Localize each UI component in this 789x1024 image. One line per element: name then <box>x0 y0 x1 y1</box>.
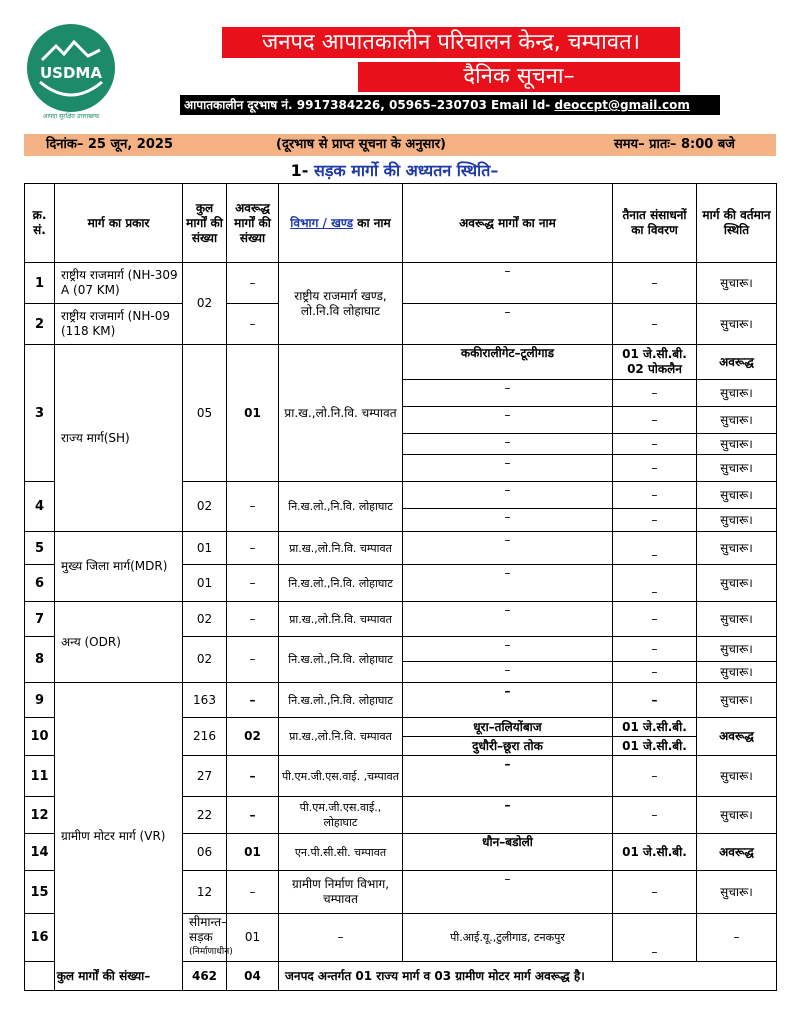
logo-tagline: आपदा सुरक्षित उत्तराखण्ड <box>42 113 100 120</box>
name-cell: ककीरालीगेट–टूलीगाड <box>403 345 613 380</box>
res-cell: – <box>613 482 697 509</box>
name-cell: – <box>403 482 613 509</box>
status-cell: सुचारू। <box>697 871 777 914</box>
status-cell: अवरूद्ध <box>697 718 777 756</box>
dept-cell: पी.आई.यू.,टुलीगाड, टनकपुर <box>403 914 613 962</box>
res-cell: – <box>613 756 697 797</box>
sno-cell: 14 <box>25 834 55 871</box>
blocked-cell: – <box>227 637 279 683</box>
status-cell: सुचारू। <box>697 565 777 602</box>
name-cell: धौन–बडोली <box>403 834 613 871</box>
type-cell: राष्ट्रीय राजमार्ग (NH-09 (118 KM) <box>55 304 183 345</box>
res-cell: – <box>613 662 697 683</box>
sno-cell: 6 <box>25 565 55 602</box>
name-cell: – <box>403 756 613 797</box>
header-type: मार्ग का प्रकार <box>55 184 183 263</box>
res-cell: 01 जे.सी.बी. 02 पोकलैन <box>613 345 697 380</box>
header-title: जनपद आपातकालीन परिचालन केन्द्र, चम्पावत। <box>222 27 680 58</box>
status-cell: सुचारू। <box>697 434 777 455</box>
dept-cell: प्रा.ख.,लो.नि.वि. चम्पावत <box>279 602 403 637</box>
name-cell: – <box>403 871 613 914</box>
blocked-cell: 01 <box>227 345 279 482</box>
status-cell: अवरूद्ध <box>697 834 777 871</box>
blocked-cell: – <box>227 304 279 345</box>
status-cell: सुचारू। <box>697 756 777 797</box>
total-cell: 02 <box>183 263 227 345</box>
total-blocked: 04 <box>227 962 279 991</box>
name-cell: – <box>403 263 613 304</box>
status-cell: सुचारू। <box>697 683 777 718</box>
header-dept-link: विभाग / खण्ड <box>290 215 354 230</box>
res-cell: – <box>613 871 697 914</box>
res-cell: – <box>613 380 697 407</box>
status-cell: सुचारू। <box>697 602 777 637</box>
blocked-cell: – <box>227 683 279 718</box>
dept-cell: नि.ख.लो.,नि.वि. लोहाघाट <box>279 637 403 683</box>
sno-cell: 10 <box>25 718 55 756</box>
type-sub: (निर्माणाधीन) <box>189 947 233 957</box>
total-summary: जनपद अन्तर्गत 01 राज्य मार्ग व 03 ग्रामीण मोटर मार्ग अवरूद्ध है। <box>279 962 777 991</box>
dept-cell: नि.ख.लो.,नि.वि. लोहाघाट <box>279 482 403 532</box>
name-cell: – <box>403 407 613 434</box>
blocked-cell: – <box>227 565 279 602</box>
status-cell: सुचारू। <box>697 263 777 304</box>
dept-cell: प्रा.ख.,लो.नि.वि. चम्पावत <box>279 718 403 756</box>
res-cell: – <box>613 407 697 434</box>
name-cell: – <box>403 602 613 637</box>
res-cell: – <box>613 797 697 834</box>
total-cell: 163 <box>183 683 227 718</box>
status-cell: अवरूद्ध <box>697 345 777 380</box>
email-link[interactable]: deoccpt@gmail.com <box>554 98 690 112</box>
res-cell: – <box>613 532 697 565</box>
res-cell: 01 जे.सी.बी. <box>613 737 697 756</box>
table-row <box>25 345 777 380</box>
blocked-cell: – <box>227 871 279 914</box>
name-cell: – <box>403 565 613 602</box>
table-row <box>25 602 777 637</box>
sno-cell: 11 <box>25 756 55 797</box>
res-cell: – <box>697 914 777 962</box>
res-cell: – <box>613 263 697 304</box>
res-cell: – <box>613 509 697 532</box>
status-cell: सुचारू। <box>697 304 777 345</box>
name-cell: – <box>403 434 613 455</box>
contact-text: आपातकालीन दूरभाष नं. 9917384226, 05965–230703 Email Id- <box>184 98 555 112</box>
name-cell: दुधौरी–छूरा तोक <box>403 737 613 756</box>
sno-cell: 7 <box>25 602 55 637</box>
dept-cell: नि.ख.लो.,नि.वि. लोहाघाट <box>279 565 403 602</box>
status-cell: सुचारू। <box>697 532 777 565</box>
sno-cell: 15 <box>25 871 55 914</box>
sno-cell: 2 <box>25 304 55 345</box>
sno-cell: 1 <box>25 263 55 304</box>
status-cell: सुचारू। <box>697 482 777 509</box>
total-count: 462 <box>183 962 227 991</box>
name-cell: – <box>613 914 697 962</box>
res-cell: – <box>613 602 697 637</box>
blocked-cell: – <box>227 482 279 532</box>
status-cell: सुचारू। <box>697 380 777 407</box>
date-bar <box>24 134 776 156</box>
header-sno: क्र. सं. <box>25 184 55 263</box>
header-blocked-names: अवरूद्ध मार्गों का नाम <box>403 184 613 263</box>
type-cell: राष्ट्रीय राजमार्ग (NH-309 A (07 KM) <box>55 263 183 304</box>
sno-cell: 16 <box>25 914 55 962</box>
res-cell: 01 जे.सी.बी. <box>613 834 697 871</box>
dept-cell: प्रा.ख.,लो.नि.वि. चम्पावत <box>279 532 403 565</box>
sno-cell: 4 <box>25 482 55 532</box>
res-cell: – <box>613 637 697 662</box>
total-cell: 05 <box>183 345 227 482</box>
name-cell: धूरा–तलियोंबाज <box>403 718 613 737</box>
blocked-cell: – <box>227 532 279 565</box>
blocked-cell: 02 <box>227 718 279 756</box>
name-cell: – <box>403 304 613 345</box>
blocked-cell: – <box>227 797 279 834</box>
name-cell: – <box>403 662 613 683</box>
date-text: दिनांक– 25 जून, 2025 <box>46 137 173 152</box>
name-cell: – <box>403 380 613 407</box>
table-header-row <box>25 184 777 263</box>
status-cell: सुचारू। <box>697 637 777 662</box>
res-cell: – <box>613 434 697 455</box>
dept-cell: नि.ख.लो.,नि.वि. लोहाघाट <box>279 683 403 718</box>
dept-cell: राष्ट्रीय राजमार्ग खण्ड, लो.नि.वि लोहाघाट <box>279 263 403 345</box>
time-text: समय– प्रातः– 8:00 बजे <box>614 137 735 152</box>
header-resources: तैनात संसाधनों का विवरण <box>613 184 697 263</box>
table-total-row <box>25 962 777 991</box>
header-dept-rest: का नाम <box>353 215 391 230</box>
res-cell: 01 जे.सी.बी. <box>613 718 697 737</box>
type-main: सीमान्त–सड़क <box>189 915 228 944</box>
dept-cell: पी.एम.जी.एस.वाई., लोहाघाट <box>279 797 403 834</box>
total-cell: 02 <box>183 482 227 532</box>
section-number: 1- <box>290 161 309 180</box>
table-row <box>25 263 777 304</box>
header-blocked: अवरूद्ध मार्गों की संख्या <box>227 184 279 263</box>
total-cell: 01 <box>183 565 227 602</box>
blocked-cell: – <box>227 263 279 304</box>
name-cell: – <box>403 797 613 834</box>
total-cell: 01 <box>227 914 279 962</box>
status-cell: सुचारू। <box>697 509 777 532</box>
blocked-cell: – <box>227 602 279 637</box>
header-contact <box>180 95 720 115</box>
table-row <box>25 683 777 718</box>
source-text: (दूरभाष से प्राप्त सूचना के अनुसार) <box>276 137 446 152</box>
sno-cell: 12 <box>25 797 55 834</box>
sno-cell: 5 <box>25 532 55 565</box>
header-subtitle: दैनिक सूचना– <box>358 62 680 92</box>
blocked-cell: – <box>227 756 279 797</box>
res-cell: – <box>613 683 697 718</box>
status-cell: सुचारू। <box>697 797 777 834</box>
total-cell: 12 <box>183 871 227 914</box>
name-cell: – <box>403 455 613 482</box>
sno-cell: 3 <box>25 345 55 482</box>
blocked-cell: – <box>279 914 403 962</box>
dept-cell: प्रा.ख.,लो.नि.वि. चम्पावत <box>279 345 403 482</box>
name-cell: – <box>403 683 613 718</box>
total-cell: 02 <box>183 602 227 637</box>
dept-cell: पी.एम.जी.एस.वाई. ,चम्पावत <box>279 756 403 797</box>
roads-status-table <box>24 183 777 991</box>
total-cell: 02 <box>183 637 227 683</box>
total-label: कुल मार्गों की संख्या– <box>25 962 183 991</box>
type-cell: मुख्य जिला मार्ग(MDR) <box>55 532 183 602</box>
total-cell: 01 <box>183 532 227 565</box>
status-cell: सुचारू। <box>697 662 777 683</box>
blocked-cell: 01 <box>227 834 279 871</box>
type-cell: ग्रामीण मोटर मार्ग (VR) <box>55 683 183 991</box>
dept-cell: ग्रामीण निर्माण विभाग, चम्पावत <box>279 871 403 914</box>
sno-cell: 9 <box>25 683 55 718</box>
header-status: मार्ग की वर्तमान स्थिति <box>697 184 777 263</box>
type-cell: राज्य मार्ग(SH) <box>55 345 183 532</box>
type-cell: अन्य (ODR) <box>55 602 183 683</box>
logo-text: USDMA <box>40 64 102 82</box>
res-cell: – <box>613 565 697 602</box>
header-total: कुल मार्गों की संख्या <box>183 184 227 263</box>
sno-cell: 8 <box>25 637 55 683</box>
total-cell: 216 <box>183 718 227 756</box>
total-cell: 06 <box>183 834 227 871</box>
header-dept <box>279 184 403 263</box>
section-title: सड़क मार्गो की अध्यतन स्थिति– <box>314 161 499 180</box>
status-cell: सुचारू। <box>697 407 777 434</box>
table-row <box>25 532 777 565</box>
type-cell <box>183 914 233 962</box>
usdma-logo <box>22 22 120 120</box>
status-cell: सुचारू। <box>697 455 777 482</box>
res-cell: – <box>613 304 697 345</box>
total-cell: 27 <box>183 756 227 797</box>
name-cell: – <box>403 509 613 532</box>
name-cell: – <box>403 637 613 662</box>
section-heading <box>0 160 789 182</box>
res-cell: – <box>613 455 697 482</box>
name-cell: – <box>403 532 613 565</box>
total-cell: 22 <box>183 797 227 834</box>
dept-cell: एन.पी.सी.सी. चम्पावत <box>279 834 403 871</box>
